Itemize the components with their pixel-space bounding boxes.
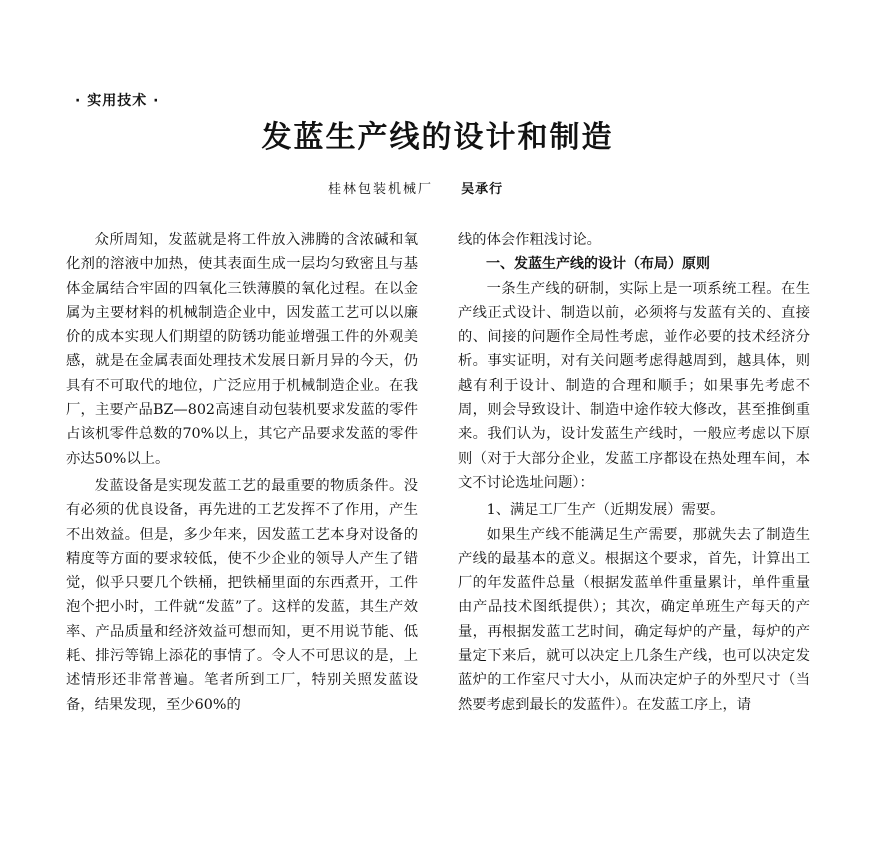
left-paragraph-2: 发蓝设备是实现发蓝工艺的最重要的物质条件。没有必须的优良设备，再先进的工艺发挥不了作用，产生不出效益。但是，多少年来，因发蓝工艺本身对设备的精度等方面的要求较低，使不少企业的领导人产生了错觉，似乎只要几个铁桶，把铁桶里面的东西煮开，工件泡个把小时，工件就“发蓝”了。这样的发蓝，其生产效率、产品质量和经济效益可想而知，更不用说节能、低耗、排污等锦上添花的事情了。令人不可思议的是，上述情形还非常普遍。笔者所到工厂，特别关照发蓝设备，结果发现，至少60%的 <box>66 477 418 713</box>
author: 吴承行 <box>461 182 504 197</box>
section-tag: · 实用技术 · <box>75 93 160 109</box>
subsection-heading: 1、满足工厂生产（近期发展）需要。 <box>486 502 725 519</box>
section-heading: 一、发蓝生产线的设计（布局）原则 <box>486 256 710 273</box>
right-column <box>458 228 810 717</box>
right-paragraph-1: 一条生产线的研制，实际上是一项系统工程。在生产线正式设计、制造以前，必须将与发蓝有关的、直接的、间接的问题作全局性考虑，並作必要的技术经济分析。事实证明，对有关问题考虑得越周到，越具体，则越有利于设计、制造的合理和顺手；如果事先考虑不周，则会导致设计、制造中途作较大修改，甚至推倒重来。我们认为，设计发蓝生产线时，一般应考虑以下原则（对于大部分企业，发蓝工序都设在热处理车间，本文不讨论选址问题）： <box>458 280 810 491</box>
left-paragraph-1: 众所周知，发蓝就是将工件放入沸腾的含浓碱和氧化剂的溶液中加热，使其表面生成一层均匀致密且与基体金属结合牢固的四氧化三铁薄膜的氧化过程。在以金属为主要材料的机械制造企业中，因发蓝工艺可以以廉价的成本实现人们期望的防锈功能並增强工件的外观美感，就是在金属表面处理技术发展日新月异的今天，仍具有不可取代的地位，广泛应用于机械制造企业。在我厂，主要产品BZ—802高速自动包装机要求发蓝的零件占该机零件总数的70%以上，其它产品要求发蓝的零件亦达50%以上。 <box>66 232 418 467</box>
left-column <box>66 228 418 717</box>
article-title: 发蓝生产线的设计和制造 <box>261 120 614 155</box>
right-intro: 线的体会作粗浅讨论。 <box>458 232 601 248</box>
right-paragraph-2: 如果生产线不能满足生产需要，那就失去了制造生产线的最基本的意义。根据这个要求，首先，计算出工厂的年发蓝件总量（根据发蓝单件重量累计，单件重量由产品技术图纸提供）；其次，确定单班生产每天的产量，再根据发蓝工艺时间，确定每炉的产量，每炉的产量定下来后，就可以决定上几条生产线，也可以决定发蓝炉的工作室尺寸大小，从而决定炉子的外型尺寸（当然要考虑到最长的发蓝件）。在发蓝工序上，请 <box>458 526 810 713</box>
affiliation: 桂林包装机械厂 <box>328 182 434 197</box>
byline <box>328 178 503 197</box>
